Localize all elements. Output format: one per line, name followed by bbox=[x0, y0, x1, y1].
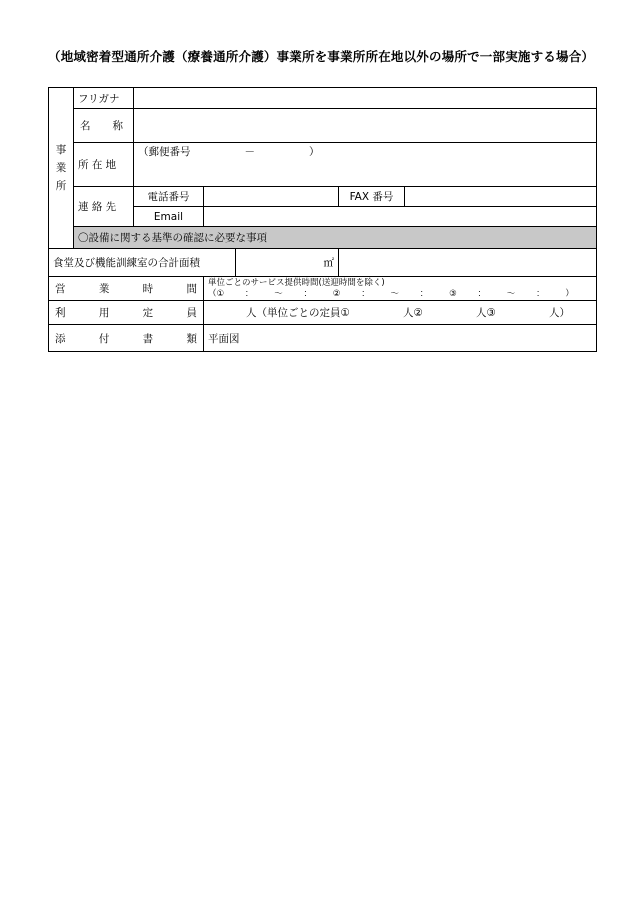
furigana-field[interactable] bbox=[134, 88, 597, 109]
area-unit: ㎡ bbox=[323, 257, 334, 269]
postal-close: ） bbox=[309, 146, 320, 158]
capacity-field[interactable]: 人（単位ごとの定員① 人② 人③ 人） bbox=[204, 301, 597, 325]
capacity-label: 利 用 定 員 bbox=[49, 301, 204, 325]
name-label: 名 称 bbox=[74, 109, 134, 143]
phone-field[interactable] bbox=[204, 187, 339, 207]
hours-label: 営 業 時 間 bbox=[49, 277, 204, 301]
hours-slots: （① ： ～ ： ② ： ～ ： ③ ： ～ ： ） bbox=[208, 288, 574, 299]
contact-label: 連 絡 先 bbox=[74, 187, 134, 227]
furigana-label: フリガナ bbox=[74, 88, 134, 109]
area-label: 食堂及び機能訓練室の合計面積 bbox=[49, 249, 236, 277]
hours-field[interactable] bbox=[204, 277, 597, 301]
postal-prefix: （郵便番号 bbox=[138, 146, 191, 158]
postal-dash: － bbox=[244, 146, 255, 158]
equipment-section-header: 〇設備に関する基準の確認に必要な事項 bbox=[74, 227, 597, 249]
form-title: （地域密着型通所介護（療養通所介護）事業所を事業所所在地以外の場所で一部実施する場合） bbox=[48, 49, 595, 64]
office-side-label: 事 業 所 bbox=[49, 88, 74, 249]
location-field[interactable] bbox=[134, 143, 597, 187]
fax-field[interactable] bbox=[405, 187, 597, 207]
attachments-label: 添 付 書 類 bbox=[49, 325, 204, 352]
fax-label: FAX 番号 bbox=[339, 187, 405, 207]
location-label: 所 在 地 bbox=[74, 143, 134, 187]
area-field[interactable] bbox=[236, 249, 339, 277]
name-field[interactable] bbox=[134, 109, 597, 143]
area-blank bbox=[339, 249, 597, 277]
office-form-table bbox=[48, 87, 597, 352]
attachments-field[interactable]: 平面図 bbox=[204, 325, 597, 352]
phone-label: 電話番号 bbox=[134, 187, 204, 207]
hours-heading: 単位ごとのサービス提供時間(送迎時間を除く) bbox=[208, 277, 385, 288]
email-label: Email bbox=[134, 207, 204, 227]
email-field[interactable] bbox=[204, 207, 597, 227]
